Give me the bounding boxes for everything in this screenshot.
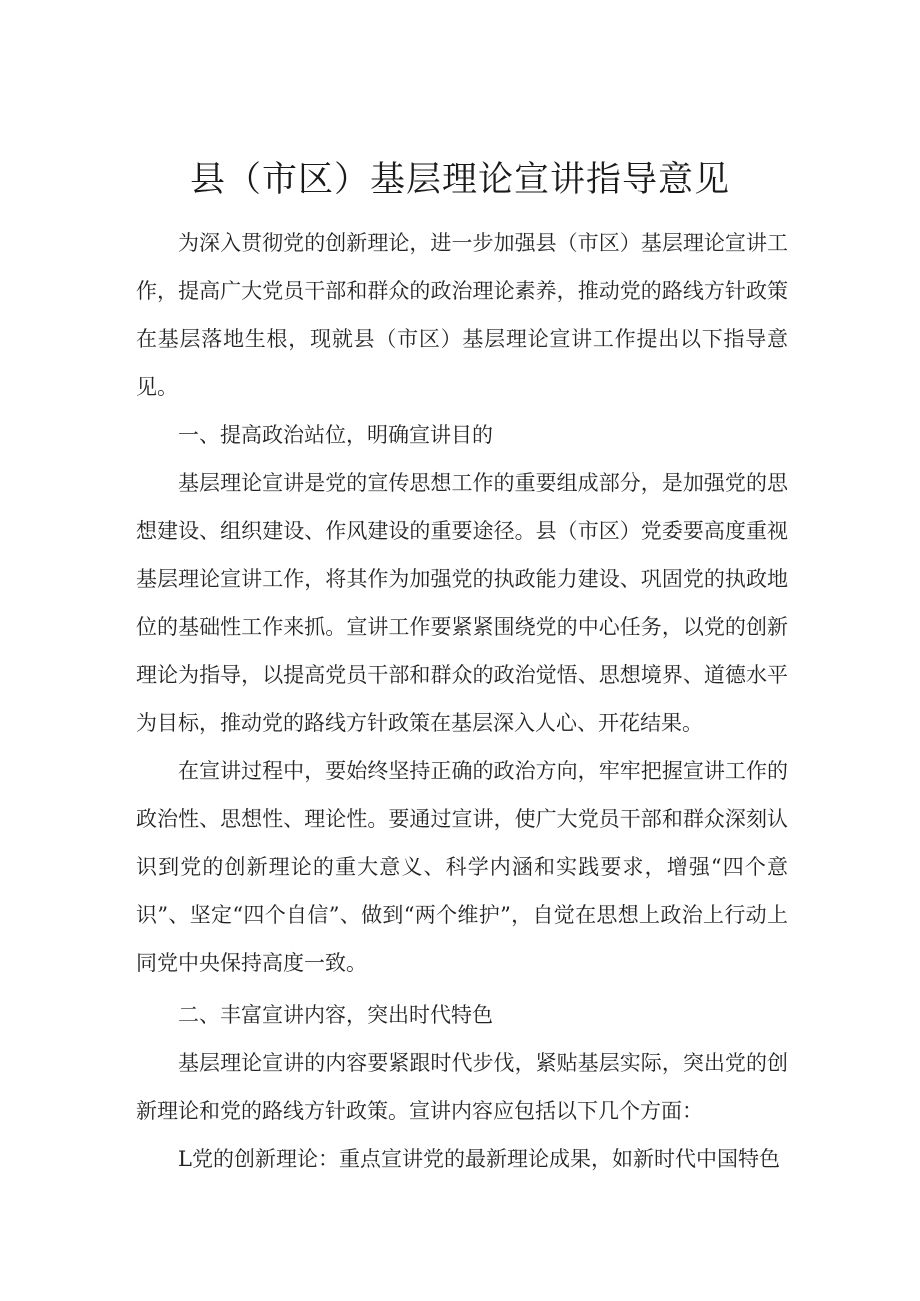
section-heading-2: 二、丰富宣讲内容，突出时代特色 bbox=[178, 1003, 493, 1027]
intro-paragraph: 为深入贯彻党的创新理论，进一步加强县（市区）基层理论宣讲工作，提高广大党员干部和群众的政治理论素养，推动党的路线方针政策在基层落地生根，现就县（市区）基层理论宣讲工作提出以下指导意见。 bbox=[136, 231, 788, 399]
section-heading-1: 一、提高政治站位，明确宣讲目的 bbox=[178, 423, 493, 447]
section-1-paragraph-2: 在宣讲过程中，要始终坚持正确的政治方向，牢牢把握宣讲工作的政治性、思想性、理论性。要通过宣讲，使广大党员干部和群众深刻认识到党的创新理论的重大意义、科学内涵和实践要求，增强“四个意识”、坚定“四个自信”、做到“两个维护”，自觉在思想上政治上行动上同党中央保持高度一致。 bbox=[136, 759, 788, 975]
document-body bbox=[136, 219, 788, 1183]
section-1-paragraph-1: 基层理论宣讲是党的宣传思想工作的重要组成部分，是加强党的思想建设、组织建设、作风建设的重要途径。县（市区）党委要高度重视基层理论宣讲工作，将其作为加强党的执政能力建设、巩固党的执政地位的基础性工作来抓。宣讲工作要紧紧围绕党的中心任务，以党的创新理论为指导，以提高党员干部和群众的政治觉悟、思想境界、道德水平为目标，推动党的路线方针政策在基层深入人心、开花结果。 bbox=[136, 471, 788, 735]
section-2-paragraph-1: 基层理论宣讲的内容要紧跟时代步伐，紧贴基层实际，突出党的创新理论和党的路线方针政策。宣讲内容应包括以下几个方面： bbox=[136, 1051, 788, 1123]
section-2-list-item-1: L党的创新理论：重点宣讲党的最新理论成果，如新时代中国特色 bbox=[178, 1147, 780, 1171]
document-title: 县（市区）基层理论宣讲指导意见 bbox=[189, 160, 730, 200]
